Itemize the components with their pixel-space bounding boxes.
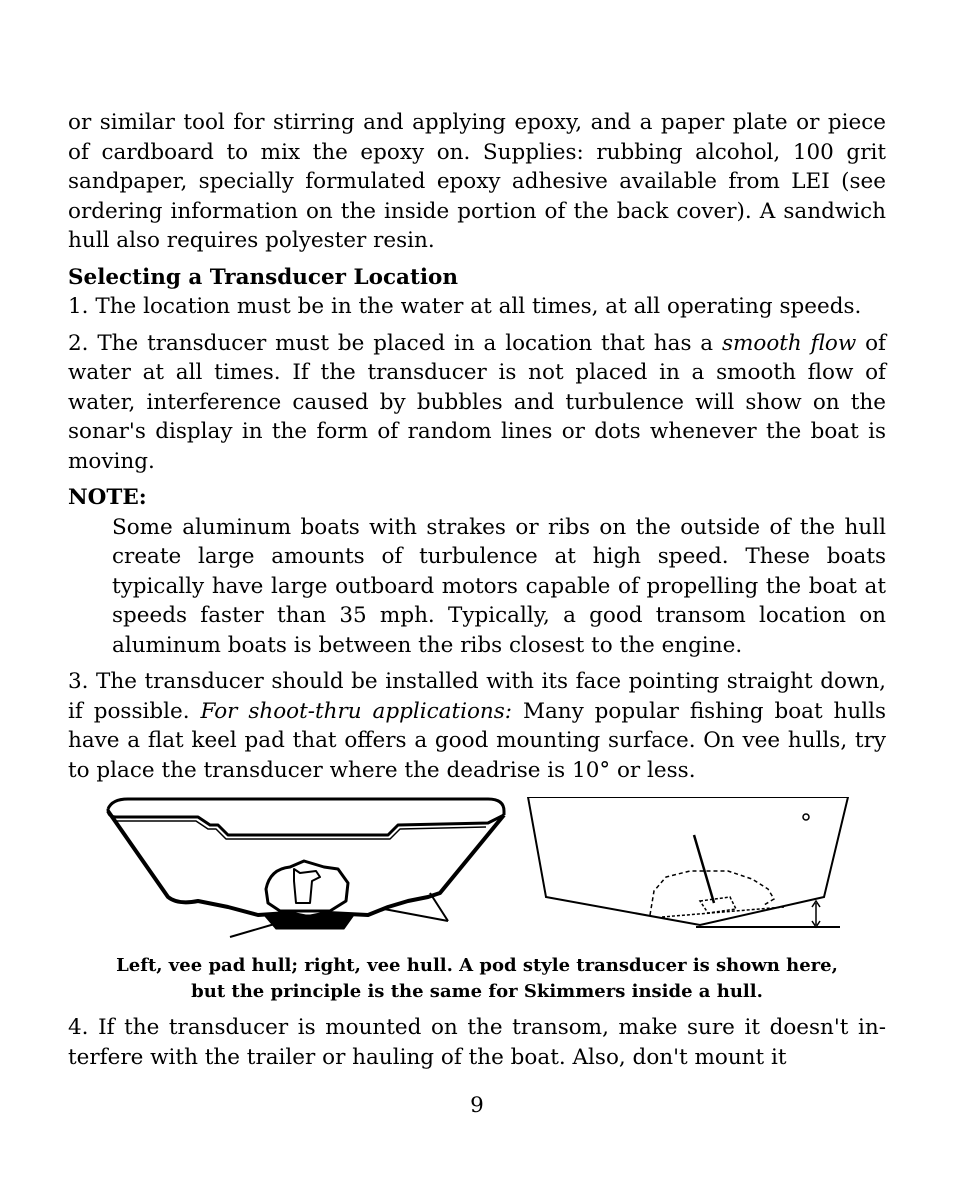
step-2-text-a: 2. The transducer must be placed in a location that has a — [68, 330, 722, 356]
step-2-emphasis: smooth flow — [721, 330, 857, 356]
page-number: 9 — [470, 1093, 484, 1118]
note-label: NOTE: — [68, 485, 147, 510]
paragraph-step-4: 4. If the transducer is mounted on the transom, make sure it doesn't in-terfere with the trailer or hauling of the boat. Also, don't mount it — [68, 1015, 886, 1070]
paragraph-step-1: 1. The location must be in the water at all times, at all operating speeds. — [68, 294, 862, 319]
paragraph-step-3 — [68, 667, 886, 785]
step-2-text-b: of water at all times. If the transducer is not placed in a smooth flow of water, interference caused by bubbles and turbulence will show on the sonar's display in the form of random lines or dots whenever the boat is moving. — [68, 330, 886, 474]
section-heading: Selecting a Transducer Location — [68, 264, 459, 290]
caption-line-1: Left, vee pad hull; right, vee hull. A pod style transducer is shown here, — [116, 955, 838, 976]
hull-figure — [68, 797, 886, 947]
step-3-emphasis: For shoot-thru applications: — [200, 698, 513, 724]
figure-caption — [68, 953, 886, 1005]
note-text: Some aluminum boats with strakes or ribs on the outside of the hull create large amounts of turbulence at high speed. These boats typically have large outboard motors capable of propelling the boat at speeds faster than 35 mph. Typically, a good transom location on aluminum boats is between the ribs closest to the engine. — [112, 514, 886, 658]
vee-pad-hull-drawing — [108, 799, 504, 937]
vee-hull-drawing — [528, 797, 848, 927]
page-content — [68, 108, 886, 1079]
paragraph-supplies: or similar tool for stirring and applying epoxy, and a paper plate or piece of cardboard to mix the epoxy on. Supplies: rubbing alcohol, 100 grit sandpaper, specially formulated epoxy adhesive available from LEI (see ordering information on the inside portion of the back cover). A sandwich hull also requires polyester resin. — [68, 110, 886, 253]
caption-line-2: but the principle is the same for Skimmers inside a hull. — [191, 981, 763, 1002]
hull-illustration — [68, 797, 886, 947]
step-3-text-a: 3. The transducer should be installed with its face pointing straight down, if possible. — [68, 669, 886, 724]
paragraph-step-2 — [68, 329, 886, 477]
step-3-text-b: Many popular fishing boat hulls have a flat keel pad that offers a good mounting surface. On vee hulls, try to place the transducer where the deadrise is 10° or less. — [68, 698, 886, 783]
